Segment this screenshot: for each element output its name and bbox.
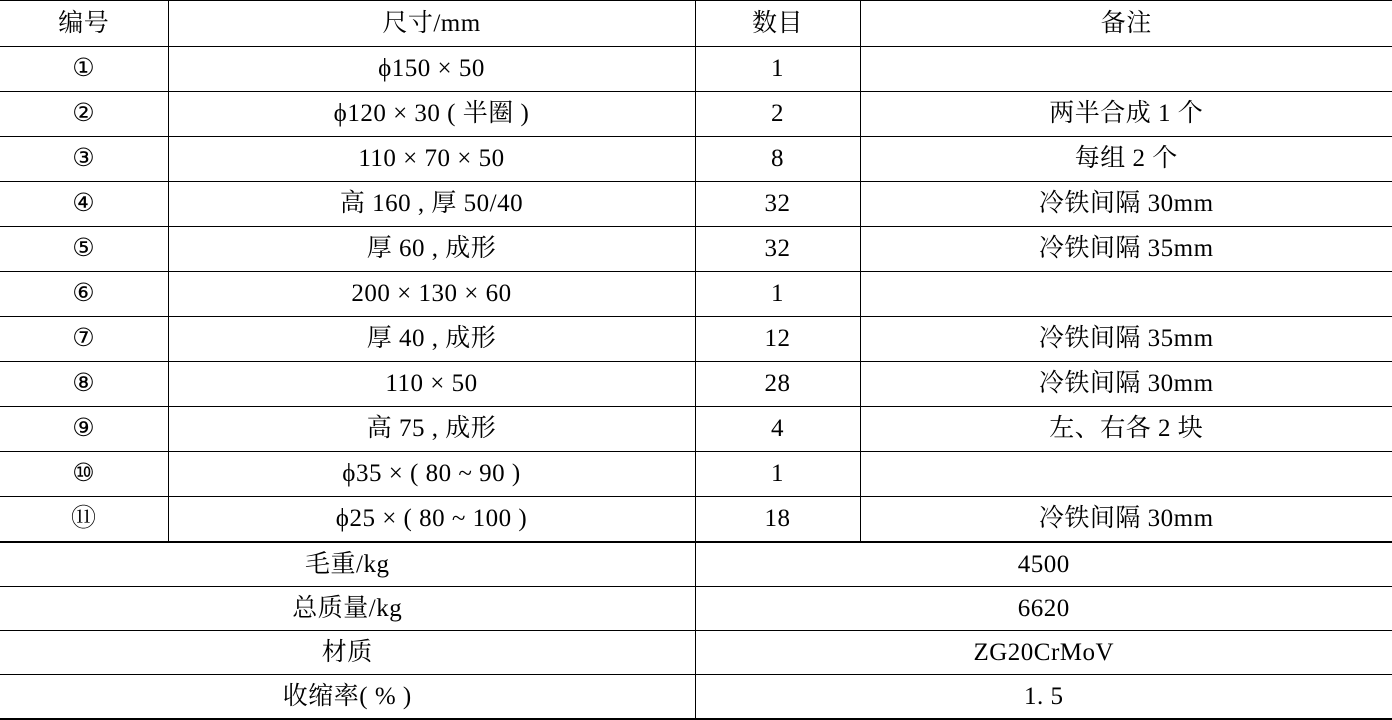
cell-no: ⑧ <box>0 362 168 407</box>
cell-count: 18 <box>695 497 860 543</box>
cell-count: 8 <box>695 137 860 182</box>
cell-no: ⑤ <box>0 227 168 272</box>
header-cell-count: 数目 <box>695 1 860 47</box>
cell-size: ϕ25 × ( 80 ~ 100 ) <box>168 497 695 543</box>
table-row <box>0 182 1392 227</box>
cell-no: ⑩ <box>0 452 168 497</box>
table-row <box>0 452 1392 497</box>
table-row <box>0 497 1392 543</box>
cell-note: 冷铁间隔 35mm <box>860 317 1392 362</box>
header-cell-note: 备注 <box>860 1 1392 47</box>
summary-row <box>0 631 1392 675</box>
summary-row <box>0 675 1392 720</box>
cell-note <box>860 47 1392 92</box>
cell-size: 110 × 50 <box>168 362 695 407</box>
summary-label: 材质 <box>0 631 695 675</box>
cell-count: 32 <box>695 227 860 272</box>
cell-note <box>860 452 1392 497</box>
summary-row <box>0 542 1392 587</box>
header-cell-size: 尺寸/mm <box>168 1 695 47</box>
cell-count: 1 <box>695 47 860 92</box>
cell-count: 28 <box>695 362 860 407</box>
table-row <box>0 362 1392 407</box>
cell-size: 高 75 , 成形 <box>168 407 695 452</box>
cell-no: ④ <box>0 182 168 227</box>
summary-label: 毛重/kg <box>0 542 695 587</box>
cell-size: 厚 40 , 成形 <box>168 317 695 362</box>
summary-value: ZG20CrMoV <box>695 631 1392 675</box>
cell-size: ϕ120 × 30 ( 半圈 ) <box>168 92 695 137</box>
summary-row <box>0 587 1392 631</box>
header-cell-no: 编号 <box>0 1 168 47</box>
summary-label: 收缩率( % ) <box>0 675 695 720</box>
cell-size: 110 × 70 × 50 <box>168 137 695 182</box>
cell-count: 4 <box>695 407 860 452</box>
cell-size: ϕ35 × ( 80 ~ 90 ) <box>168 452 695 497</box>
cell-note: 冷铁间隔 30mm <box>860 362 1392 407</box>
cell-count: 32 <box>695 182 860 227</box>
cell-no: ② <box>0 92 168 137</box>
cell-note: 冷铁间隔 30mm <box>860 182 1392 227</box>
summary-value: 4500 <box>695 542 1392 587</box>
cell-note: 左、右各 2 块 <box>860 407 1392 452</box>
table-row <box>0 272 1392 317</box>
cell-note: 两半合成 1 个 <box>860 92 1392 137</box>
table-row <box>0 227 1392 272</box>
cell-count: 2 <box>695 92 860 137</box>
cell-count: 1 <box>695 272 860 317</box>
table-row <box>0 92 1392 137</box>
cell-size: 厚 60 , 成形 <box>168 227 695 272</box>
table-row <box>0 407 1392 452</box>
cell-no: ⑪ <box>0 497 168 543</box>
summary-value: 6620 <box>695 587 1392 631</box>
summary-value: 1. 5 <box>695 675 1392 720</box>
cell-note <box>860 272 1392 317</box>
cell-note: 冷铁间隔 35mm <box>860 227 1392 272</box>
cell-no: ⑨ <box>0 407 168 452</box>
table-row <box>0 137 1392 182</box>
table-row <box>0 47 1392 92</box>
cell-no: ⑦ <box>0 317 168 362</box>
cell-count: 12 <box>695 317 860 362</box>
cell-size: 200 × 130 × 60 <box>168 272 695 317</box>
cell-note: 每组 2 个 <box>860 137 1392 182</box>
cell-note: 冷铁间隔 30mm <box>860 497 1392 543</box>
cell-no: ① <box>0 47 168 92</box>
cell-no: ⑥ <box>0 272 168 317</box>
cell-no: ③ <box>0 137 168 182</box>
cell-size: 高 160 , 厚 50/40 <box>168 182 695 227</box>
cell-size: ϕ150 × 50 <box>168 47 695 92</box>
cell-count: 1 <box>695 452 860 497</box>
table-row <box>0 317 1392 362</box>
summary-label: 总质量/kg <box>0 587 695 631</box>
table-header-row <box>0 1 1392 47</box>
